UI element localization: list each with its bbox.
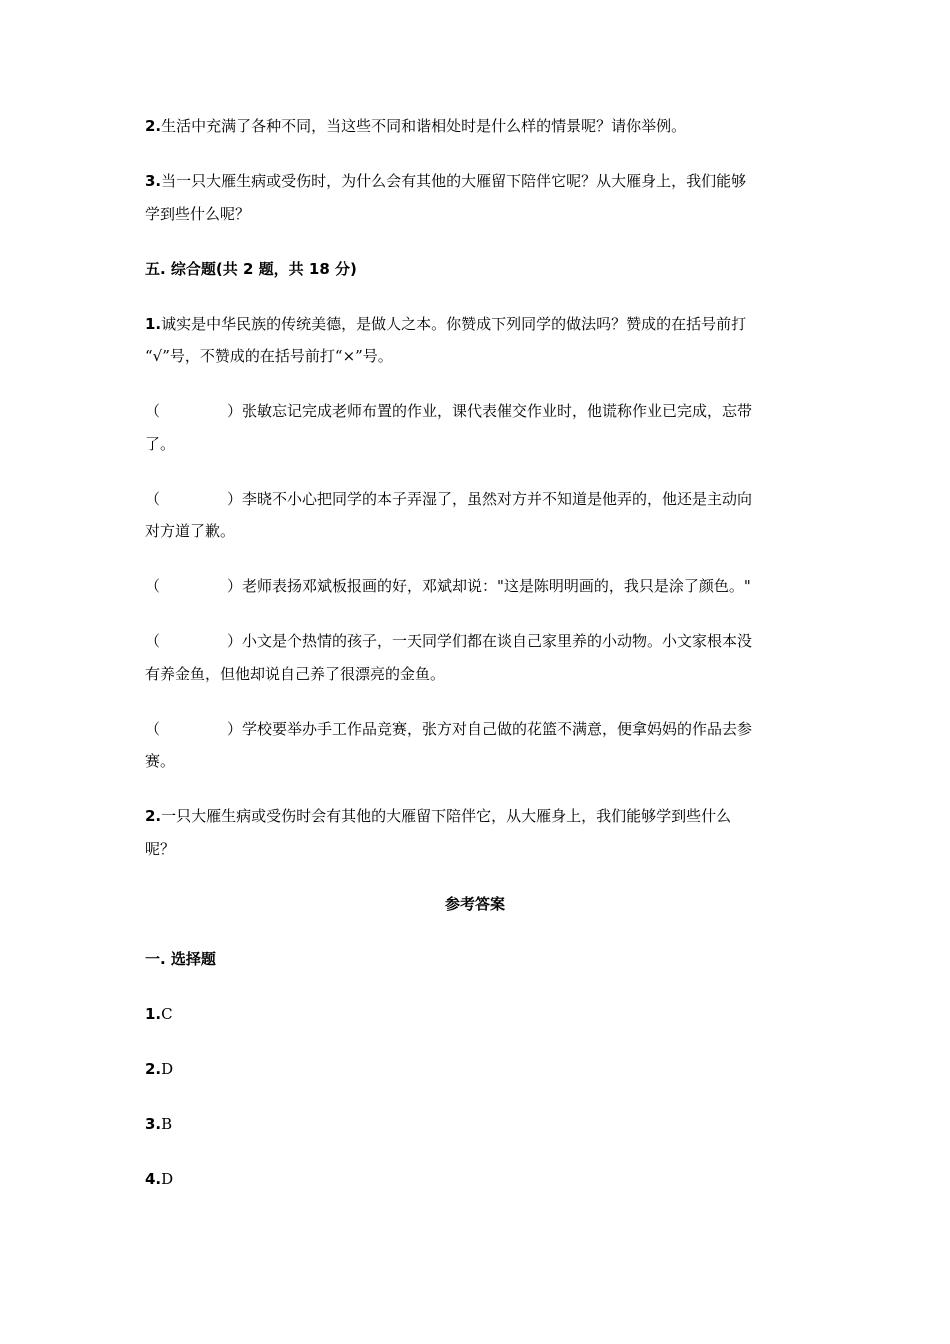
item-text: 老师表扬邓斌板报画的好，邓斌却说："这是陈明明画的，我只是涂了颜色。" [242,577,751,595]
question-number: 2. [145,117,162,135]
question-number: 2. [145,807,162,825]
question-number: 1. [145,315,162,333]
answer-section-1-heading: 一. 选择题 [145,950,216,968]
judgement-item-2-line-2: 对方道了歉。 [145,522,236,540]
answer-item: 4.D [145,1170,174,1188]
answer-item: 3.B [145,1115,173,1133]
question-text: 当一只大雁生病或受伤时，为什么会有其他的大雁留下陪伴它呢？从大雁身上，我们能够 [161,172,747,190]
item-text: 李晓不小心把同学的本子弄湿了，虽然对方并不知道是他弄的，他还是主动向 [242,490,753,508]
judgement-item-3-line-1: （ ）老师表扬邓斌板报画的好，邓斌却说："这是陈明明画的，我只是涂了颜色。" [145,577,751,595]
item-text: 小文是个热情的孩子，一天同学们都在谈自己家里养的小动物。小文家根本没 [242,632,753,650]
answer-bracket: （ [145,720,161,738]
answer-value: B [161,1115,173,1133]
answer-bracket: （ [145,490,161,508]
judgement-item-5-line-2: 赛。 [145,752,176,770]
question-3-line-2: 学到些什么呢？ [145,205,251,223]
answer-item: 1.C [145,1005,173,1023]
question-text: 一只大雁生病或受伤时会有其他的大雁留下陪伴它，从大雁身上，我们能够学到些什么 [161,807,732,825]
question-3-line-1 [145,171,810,191]
answer-value: D [161,1060,174,1078]
answer-bracket: （ [145,632,161,650]
answer-key-title: 参考答案 [444,895,505,913]
judgement-item-1-line-2: 了。 [145,435,176,453]
answer-bracket: （ [145,402,161,420]
question-2 [145,116,810,136]
question-number: 3. [145,172,162,190]
judgement-item-4-line-1: （ ）小文是个热情的孩子，一天同学们都在谈自己家里养的小动物。小文家根本没 [145,632,753,650]
judgement-item-1-line-1: （ ）张敏忘记完成老师布置的作业，课代表催交作业时，他谎称作业已完成，忘带 [145,402,753,420]
judgement-item-2-line-1: （ ）李晓不小心把同学的本子弄湿了，虽然对方并不知道是他弄的，他还是主动向 [145,490,753,508]
answer-bracket: （ [145,577,161,595]
judgement-item-4-line-2: 有养金鱼，但他却说自己养了很漂亮的金鱼。 [145,665,446,683]
answer-item: 2.D [145,1060,174,1078]
answer-value: C [161,1005,173,1023]
section-5-question-2-line-1 [145,806,810,826]
item-text: 张敏忘记完成老师布置的作业，课代表催交作业时，他谎称作业已完成，忘带 [242,402,753,420]
section-5-heading: 五. 综合题(共 2 题，共 18 分) [145,260,357,278]
question-text: 诚实是中华民族的传统美德，是做人之本。你赞成下列同学的做法吗？赞成的在括号前打 [161,315,747,333]
section-5-question-1-line-2: “√”号，不赞成的在括号前打“×”号。 [145,347,393,365]
question-text: 生活中充满了各种不同，当这些不同和谐相处时是什么样的情景呢？请你举例。 [161,117,687,135]
section-5-question-2-line-2: 呢？ [145,840,176,858]
section-5-question-1-line-1 [145,314,810,334]
item-text: 学校要举办手工作品竞赛，张方对自己做的花篮不满意，便拿妈妈的作品去参 [242,720,753,738]
answer-value: D [161,1170,174,1188]
judgement-item-5-line-1: （ ）学校要举办手工作品竞赛，张方对自己做的花篮不满意，便拿妈妈的作品去参 [145,720,753,738]
